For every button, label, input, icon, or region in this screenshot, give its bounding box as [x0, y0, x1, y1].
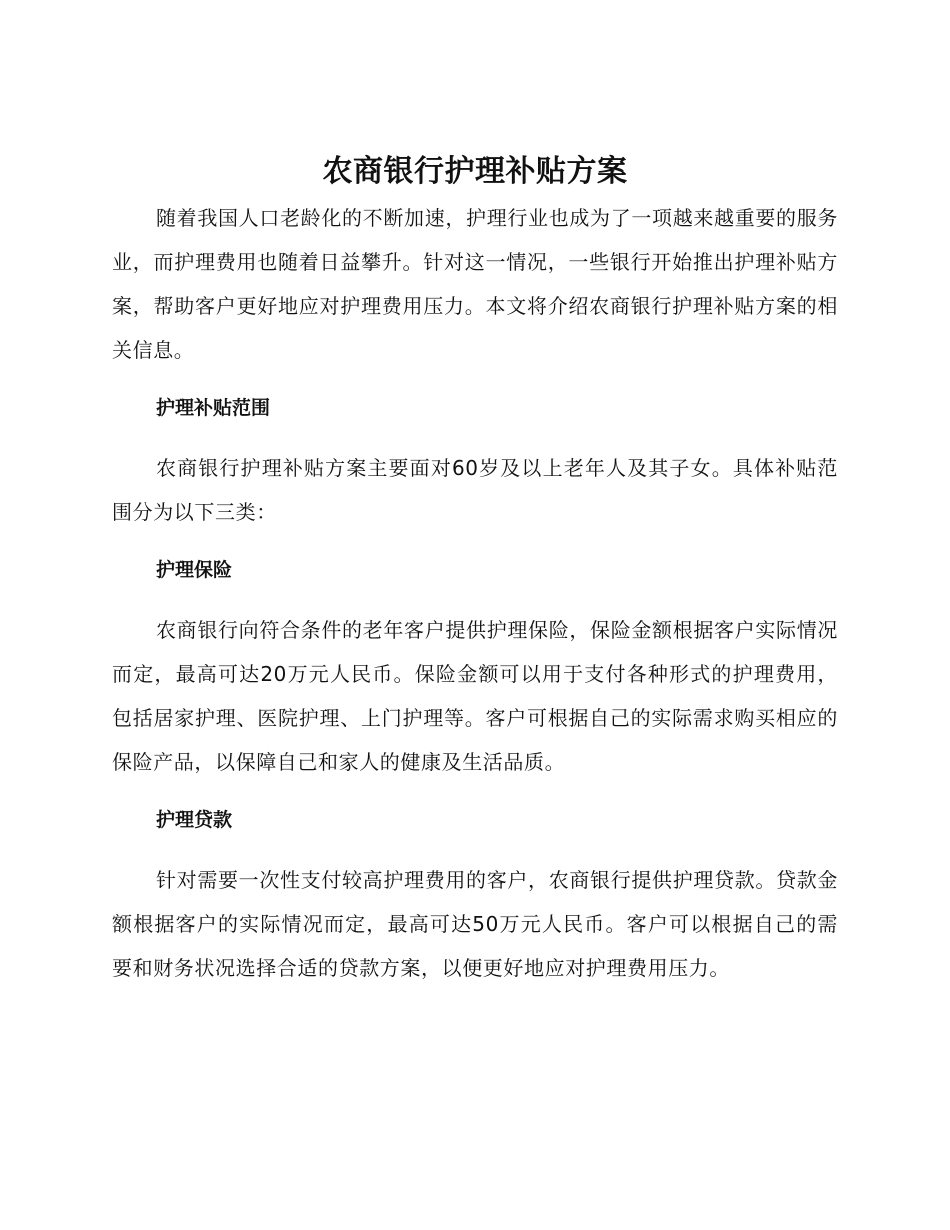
section-text-insurance: 农商银行向符合条件的老年客户提供护理保险，保险金额根据客户实际情况而定，最高可达20万元人民币。保险金额可以用于支付各种形式的护理费用，包括居家护理、医院护理、上门护理等。客户可根据自己的实际需求购买相应的保险产品，以保障自己和家人的健康及生活品质。 — [112, 618, 838, 774]
document-title: 农商银行护理补贴方案 — [322, 154, 628, 189]
section-text-scope: 农商银行护理补贴方案主要面对60岁及以上老年人及其子女。具体补贴范围分为以下三类： — [112, 456, 838, 524]
section-heading-loan: 护理贷款 — [156, 809, 233, 831]
intro-paragraph: 随着我国人口老龄化的不断加速，护理行业也成为了一项越来越重要的服务业，而护理费用也随着日益攀升。针对这一情况，一些银行开始推出护理补贴方案，帮助客户更好地应对护理费用压力。本文将介绍农商银行护理补贴方案的相关信息。 — [112, 206, 838, 362]
section-text-loan: 针对需要一次性支付较高护理费用的客户，农商银行提供护理贷款。贷款金额根据客户的实际情况而定，最高可达50万元人民币。客户可以根据自己的需要和财务状况选择合适的贷款方案，以便更好地应对护理费用压力。 — [112, 868, 838, 980]
section-heading-insurance: 护理保险 — [156, 559, 233, 581]
section-heading-scope: 护理补贴范围 — [156, 397, 271, 419]
